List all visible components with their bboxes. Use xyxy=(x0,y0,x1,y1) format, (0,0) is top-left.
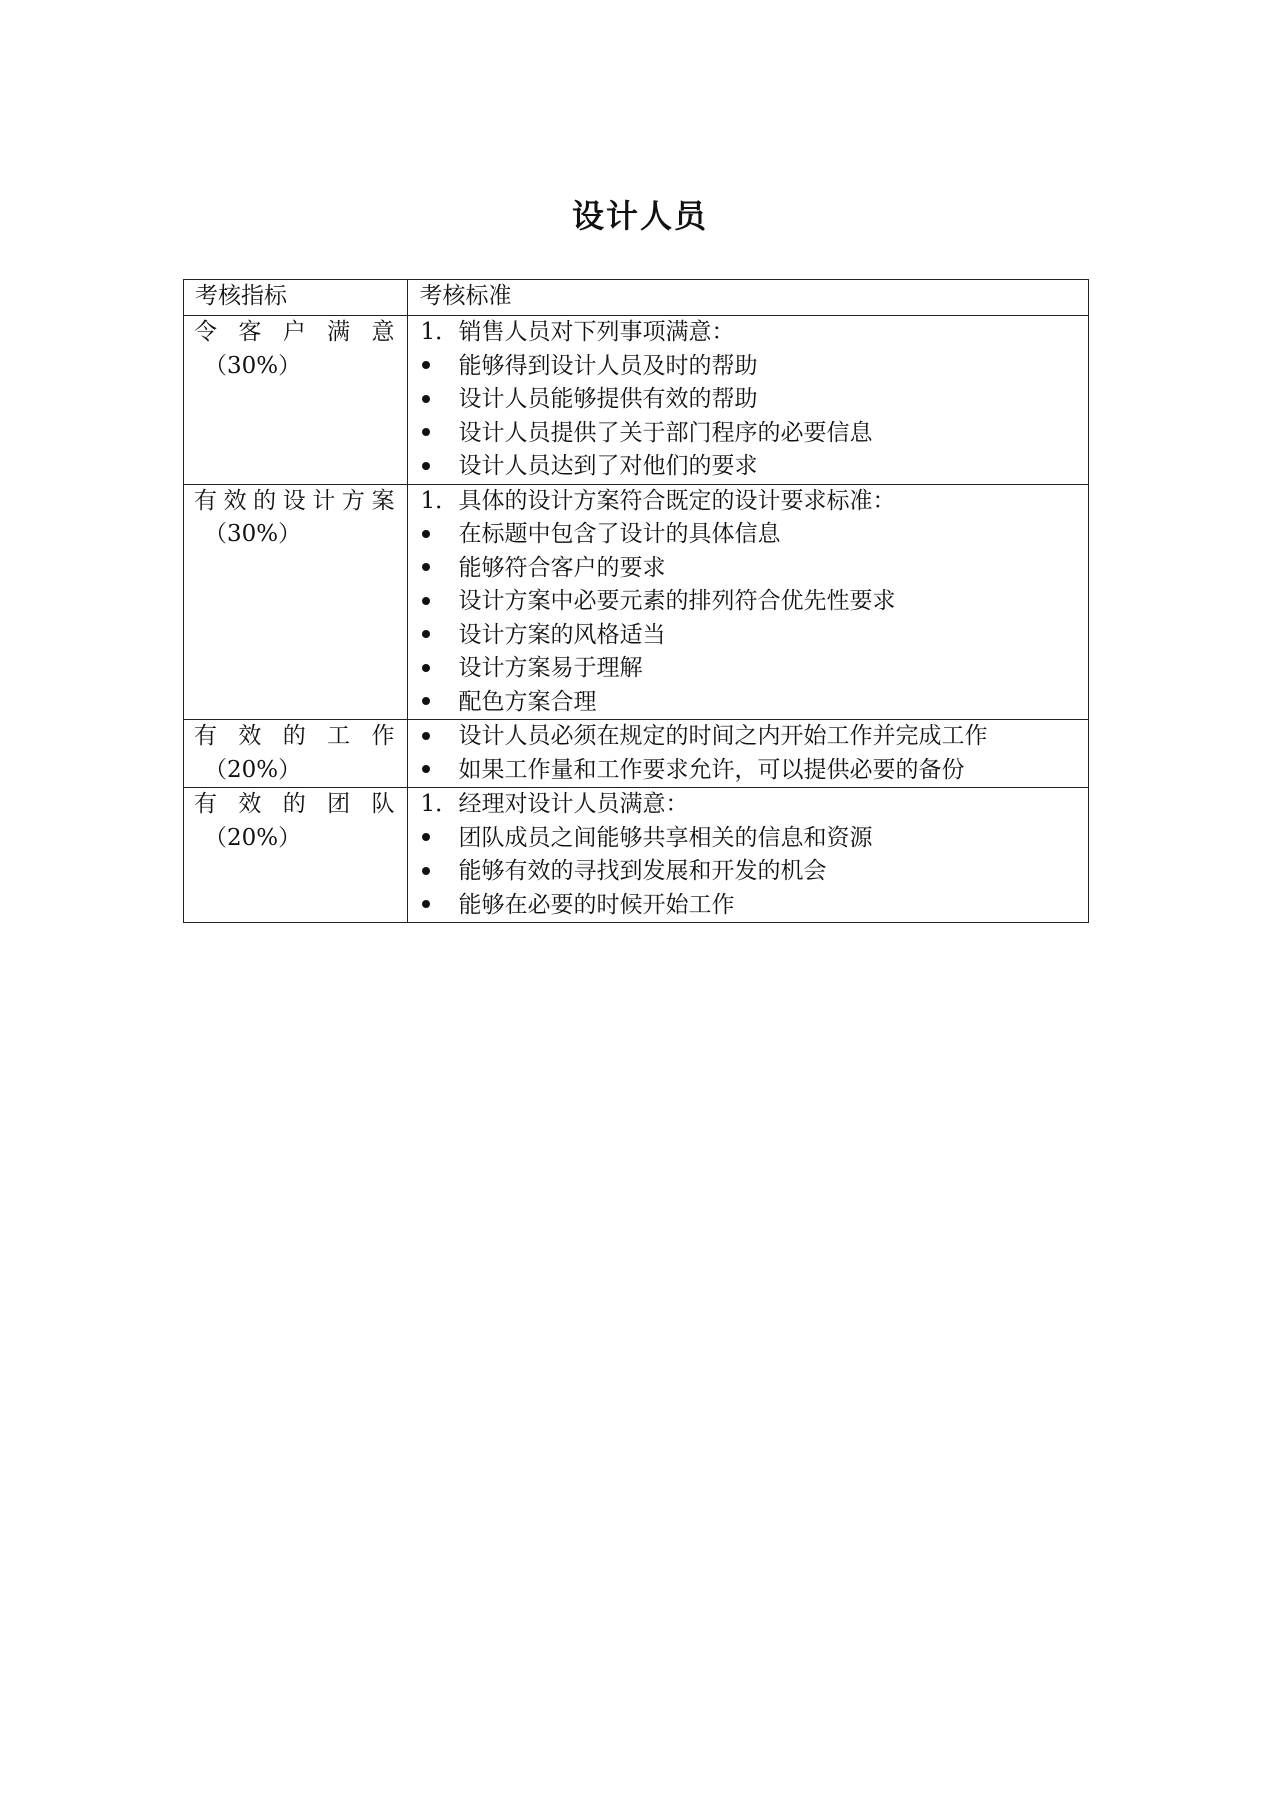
list-item xyxy=(420,619,1076,653)
list-item xyxy=(420,889,1076,923)
standard-cell xyxy=(408,316,1089,485)
list-item-text: 设计方案中必要元素的排列符合优先性要求 xyxy=(458,588,896,614)
bullet-icon xyxy=(420,754,458,788)
list-item xyxy=(420,855,1076,889)
indicator-name: 有效的设计方案 xyxy=(194,487,398,514)
indicator-cell xyxy=(184,316,408,485)
list-item xyxy=(420,754,1076,788)
list-item-text: 设计人员提供了关于部门程序的必要信息 xyxy=(458,419,873,446)
list-item xyxy=(420,552,1076,586)
list-item xyxy=(420,450,1076,484)
bullet-icon xyxy=(420,450,458,484)
indicator-name: 有效的团队 xyxy=(194,791,398,817)
standard-cell xyxy=(408,484,1089,720)
page-title: 设计人员 xyxy=(571,197,708,235)
lead-number: 1． xyxy=(420,791,459,817)
assessment-table xyxy=(183,279,1089,923)
list-item xyxy=(420,686,1076,720)
bullet-icon xyxy=(420,417,458,451)
bullet-icon xyxy=(420,518,458,552)
list-item-text: 在标题中包含了设计的具体信息 xyxy=(458,521,781,547)
indicator-cell xyxy=(184,788,408,923)
standard-lead xyxy=(420,485,1076,519)
table-row xyxy=(184,720,1089,788)
list-item-text: 团队成员之间能够共享相关的信息和资源 xyxy=(458,824,873,851)
header-standard: 考核标准 xyxy=(408,280,1089,316)
list-item xyxy=(420,652,1076,686)
list-item xyxy=(420,350,1076,384)
list-item-text: 设计人员达到了对他们的要求 xyxy=(458,453,758,479)
list-item xyxy=(420,383,1076,417)
bullet-icon xyxy=(420,686,458,720)
indicator-cell xyxy=(184,720,408,788)
standard-lead xyxy=(420,788,1076,822)
indicator-name: 有效的工作 xyxy=(194,723,398,749)
list-item xyxy=(420,417,1076,451)
table-row xyxy=(184,316,1089,485)
lead-number: 1． xyxy=(420,487,459,514)
list-item-text: 设计方案易于理解 xyxy=(458,655,643,681)
list-item-text: 配色方案合理 xyxy=(458,688,597,715)
lead-text: 具体的设计方案符合既定的设计要求标准： xyxy=(458,487,896,514)
bullet-icon xyxy=(420,889,458,923)
list-item-text: 设计方案的风格适当 xyxy=(458,621,666,648)
standard-cell xyxy=(408,720,1089,788)
bullet-icon xyxy=(420,619,458,653)
lead-text: 经理对设计人员满意： xyxy=(458,791,689,817)
list-item xyxy=(420,518,1076,552)
list-item xyxy=(420,720,1076,754)
bullet-icon xyxy=(420,350,458,384)
indicator-weight: （20%） xyxy=(204,756,302,783)
bullet-icon xyxy=(420,585,458,619)
lead-text: 销售人员对下列事项满意： xyxy=(458,319,735,345)
table-header-row xyxy=(184,280,1089,316)
list-item-text: 能够得到设计人员及时的帮助 xyxy=(458,352,758,379)
table-row xyxy=(184,788,1089,923)
list-item-text: 能够符合客户的要求 xyxy=(458,554,666,581)
standard-cell xyxy=(408,788,1089,923)
list-item xyxy=(420,585,1076,619)
indicator-name: 令客户满意 xyxy=(194,319,398,345)
standard-lead xyxy=(420,316,1076,350)
bullet-icon xyxy=(420,652,458,686)
bullet-icon xyxy=(420,552,458,586)
bullet-icon xyxy=(420,383,458,417)
list-item-text: 能够有效的寻找到发展和开发的机会 xyxy=(458,858,827,884)
list-item-text: 能够在必要的时候开始工作 xyxy=(458,891,735,918)
list-item xyxy=(420,822,1076,856)
header-indicator: 考核指标 xyxy=(184,280,408,316)
list-item-text: 设计人员必须在规定的时间之内开始工作并完成工作 xyxy=(458,723,988,749)
bullet-icon xyxy=(420,720,458,754)
table-row xyxy=(184,484,1089,720)
indicator-weight: （30%） xyxy=(204,521,302,547)
indicator-weight: （20%） xyxy=(204,824,302,851)
bullet-icon xyxy=(420,822,458,856)
indicator-cell xyxy=(184,484,408,720)
indicator-weight: （30%） xyxy=(204,352,302,379)
lead-number: 1． xyxy=(420,319,459,345)
bullet-icon xyxy=(420,855,458,889)
list-item-text: 如果工作量和工作要求允许，可以提供必要的备份 xyxy=(458,756,965,783)
list-item-text: 设计人员能够提供有效的帮助 xyxy=(458,386,758,412)
